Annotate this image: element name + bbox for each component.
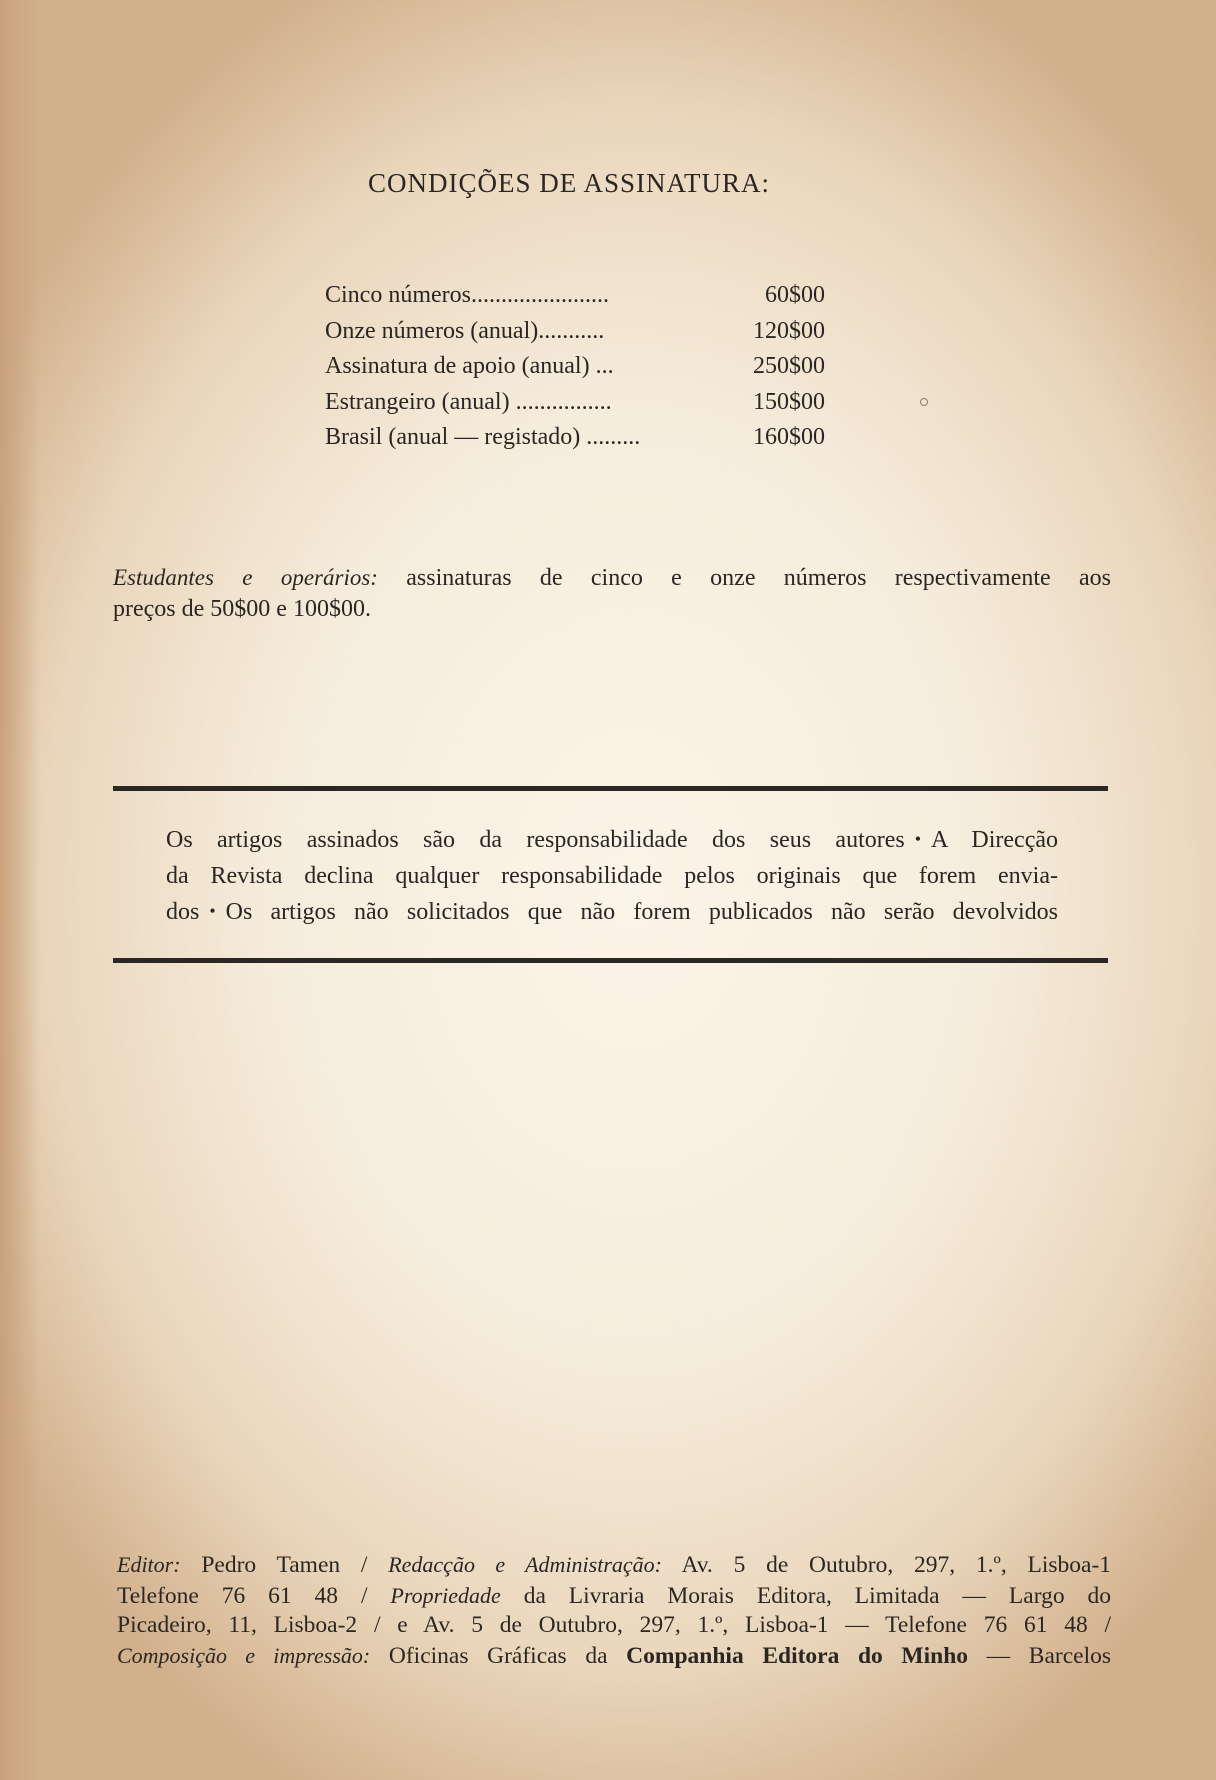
divider-top: [113, 786, 1108, 791]
rate-label: Estrangeiro (anual) ................: [325, 388, 612, 415]
bullet-icon: •: [209, 901, 216, 921]
bullet-icon: •: [914, 829, 922, 849]
imprint-line-4: [117, 1641, 1111, 1672]
redaccao-address: Av. 5 de Outubro, 297, 1.º, Lisboa-1: [681, 1552, 1112, 1578]
disclaimer-text: A Direcção: [931, 827, 1059, 853]
rate-label: Brasil (anual — registado) .........: [325, 424, 641, 450]
composicao-text: — Barcelos: [986, 1642, 1112, 1669]
students-note-line-2: preços de 50$00 e 100$00.: [113, 596, 371, 622]
rate-value: 120$00: [753, 317, 825, 344]
address-text: e Av. 5 de Outubro, 297, 1.º, Lisboa-1 — Telefone 76 61 48: [397, 1612, 1088, 1638]
rate-label: Assinatura de apoio (anual) ...: [325, 353, 614, 379]
separator: /: [360, 1582, 368, 1609]
rate-row: [325, 389, 825, 425]
separator: /: [1104, 1612, 1112, 1638]
imprint-line-1: [117, 1550, 1111, 1581]
disclaimer-text: dos: [166, 899, 200, 925]
rate-value: 160$00: [753, 424, 825, 450]
students-conjunction: e: [242, 565, 253, 590]
workers-label: operários:: [280, 565, 378, 590]
students-note-text: assinaturas de cinco e onze números respectivamente aos: [406, 565, 1112, 591]
rate-row: [325, 353, 825, 389]
publisher-name: Companhia Editora do Minho: [626, 1642, 969, 1669]
composicao-text: Oficinas Gráficas da: [388, 1642, 608, 1669]
rate-label: Cinco números.......................: [325, 282, 609, 308]
disclaimer-text: Os artigos assinados são da responsabilidade dos seus autores: [166, 827, 905, 853]
rate-row: [325, 424, 825, 460]
composicao-label: Composição e impressão:: [117, 1642, 371, 1668]
editor-name: Pedro Tamen: [201, 1552, 341, 1578]
rate-value: 250$00: [753, 353, 825, 379]
rate-label: Onze números (anual)...........: [325, 317, 605, 344]
separator: /: [360, 1552, 368, 1578]
propriedade-text: da Livraria Morais Editora, Limitada — Largo do: [523, 1582, 1111, 1609]
imprint-line-3: [117, 1611, 1111, 1641]
students-note: [113, 562, 1111, 625]
rate-row: [325, 282, 825, 318]
imprint: [117, 1550, 1111, 1671]
disclaimer-line-2: da Revista declina qualquer responsabilidade pelos originais que forem envia-: [166, 862, 1058, 889]
imprint-line-2: [117, 1581, 1111, 1612]
page-edge-shadow: [0, 0, 40, 1780]
print-speck: [920, 398, 928, 406]
rate-value: 60$00: [765, 282, 825, 308]
subscription-rates: [325, 282, 825, 460]
students-label: Estudantes: [113, 565, 214, 590]
disclaimer-text: Os artigos não solicitados que não forem publicados não serão devolvidos: [225, 899, 1058, 925]
rate-row: [325, 318, 825, 354]
redaccao-label: Redacção e Administração:: [388, 1552, 662, 1577]
telefone: Telefone 76 61 48: [117, 1582, 339, 1609]
page-title: CONDIÇÕES DE ASSINATURA:: [368, 168, 771, 198]
students-note-line-1: [113, 562, 1111, 594]
propriedade-label: Propriedade: [390, 1582, 501, 1608]
separator: /: [373, 1612, 381, 1638]
address-text: Picadeiro, 11, Lisboa-2: [117, 1612, 358, 1638]
disclaimer: [166, 822, 1058, 931]
disclaimer-line-1: [166, 822, 1058, 859]
editor-label: Editor:: [117, 1552, 181, 1577]
rate-value: 150$00: [753, 388, 825, 415]
disclaimer-line-3: [166, 894, 1058, 931]
divider-bottom: [113, 958, 1108, 963]
